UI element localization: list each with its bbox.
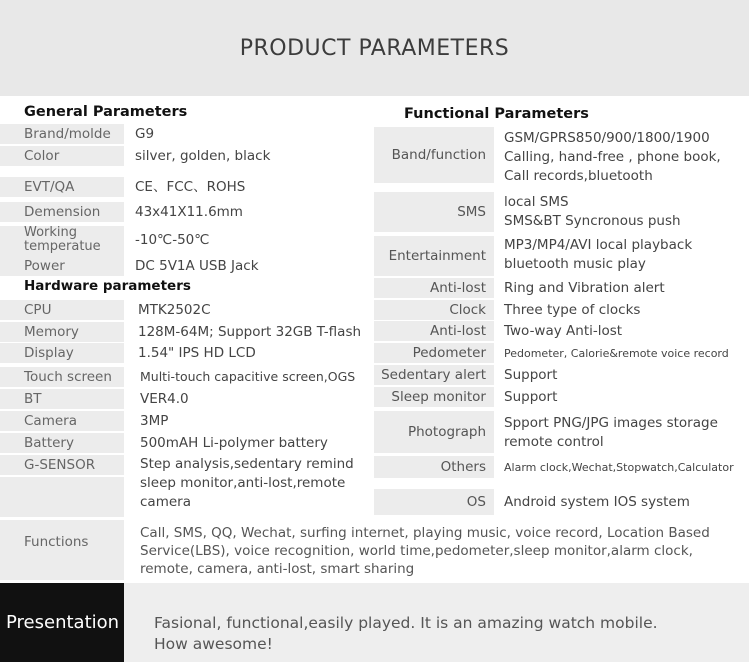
- functional-label: Entertainment: [374, 236, 494, 276]
- presentation-text: [154, 613, 744, 655]
- functional-label: Band/function: [374, 127, 494, 183]
- functional-label: OS: [374, 489, 494, 515]
- general-label: EVT/QA: [0, 177, 124, 197]
- hardware-label: Display: [0, 343, 124, 363]
- hardware-label: Memory: [0, 322, 124, 342]
- value-line: camera: [140, 494, 191, 510]
- functional-value: [504, 414, 718, 452]
- functional-label: Pedometer: [374, 343, 494, 363]
- general-value: G9: [135, 126, 155, 142]
- presentation-label: Presentation: [0, 583, 124, 662]
- functions-line: Call, SMS, QQ, Wechat, surfing internet, playing music, voice record, Location Based: [140, 525, 710, 541]
- value-line: Call records,bluetooth: [504, 168, 653, 184]
- hardware-value: Multi-touch capacitive screen,OGS: [140, 369, 356, 384]
- hardware-label: BT: [0, 389, 124, 409]
- functions-line: remote, camera, anti-lost, smart sharing: [140, 561, 415, 577]
- value-line: Spport PNG/JPG images storage: [504, 415, 718, 431]
- hardware-label: Touch screen: [0, 367, 124, 387]
- functional-value: [504, 129, 721, 186]
- page-title: PRODUCT PARAMETERS: [239, 36, 510, 61]
- hardware-value: 3MP: [140, 413, 169, 429]
- value-line: sleep monitor,anti-lost,remote: [140, 475, 346, 491]
- general-value: 43x41X11.6mm: [135, 204, 243, 220]
- functional-value: Support: [504, 367, 558, 383]
- functional-value: Pedometer, Calorie&remote voice record: [504, 347, 729, 360]
- functions-line: Service(LBS), voice recognition, world time,pedometer,sleep monitor,alarm clock,: [140, 543, 693, 559]
- general-label: Color: [0, 146, 124, 166]
- general-label: Power: [0, 256, 124, 276]
- general-label: Demension: [0, 202, 124, 222]
- general-value: DC 5V1A USB Jack: [135, 258, 259, 274]
- functional-value: [504, 236, 692, 274]
- functional-value: Alarm clock,Wechat,Stopwatch,Calculator: [504, 461, 734, 474]
- hardware-value: MTK2502C: [138, 302, 211, 318]
- functional-label: Clock: [374, 300, 494, 320]
- functions-text: [140, 524, 740, 578]
- functional-label: Others: [374, 456, 494, 478]
- hardware-value: [140, 455, 354, 512]
- hardware-value: 1.54" IPS HD LCD: [138, 345, 256, 361]
- functional-value: Support: [504, 389, 558, 405]
- hardware-label: Camera: [0, 411, 124, 431]
- value-line: MP3/MP4/AVI local playback: [504, 237, 693, 253]
- functional-value: Ring and Vibration alert: [504, 280, 665, 296]
- functional-value: Android system IOS system: [504, 494, 690, 510]
- presentation-line: How awesome!: [154, 635, 273, 653]
- functional-label: Photograph: [374, 411, 494, 453]
- hardware-label: Battery: [0, 433, 124, 453]
- functional-parameters-heading: Functional Parameters: [404, 106, 589, 122]
- functional-value: Two-way Anti-lost: [504, 323, 623, 339]
- functional-label: Sleep monitor: [374, 387, 494, 407]
- functional-label: Anti-lost: [374, 278, 494, 298]
- general-label: Working temperatue: [0, 226, 124, 256]
- value-line: Calling, hand-free , phone book,: [504, 149, 721, 165]
- functional-value: Three type of clocks: [504, 302, 641, 318]
- hardware-parameters-heading: Hardware parameters: [24, 278, 191, 294]
- value-line: local SMS: [504, 194, 569, 210]
- hardware-value: 128M-64M; Support 32GB T-flash: [138, 324, 362, 340]
- functions-label: Functions: [0, 520, 124, 580]
- hardware-value: VER4.0: [140, 391, 189, 407]
- label-cell-filler: [0, 477, 124, 517]
- value-line: remote control: [504, 434, 604, 450]
- hardware-value: 500mAH Li-polymer battery: [140, 435, 328, 451]
- functional-label: SMS: [374, 192, 494, 232]
- value-line: SMS&BT Syncronous push: [504, 213, 681, 229]
- functional-label: Sedentary alert: [374, 365, 494, 385]
- value-line: bluetooth music play: [504, 256, 646, 272]
- value-line: Step analysis,sedentary remind: [140, 456, 354, 472]
- general-value: CE、FCC、ROHS: [135, 179, 246, 195]
- general-parameters-heading: General Parameters: [24, 104, 188, 120]
- hardware-label: CPU: [0, 300, 124, 320]
- general-value: -10℃-50℃: [135, 232, 210, 248]
- functional-value: [504, 193, 681, 231]
- general-value: silver, golden, black: [135, 148, 271, 164]
- value-line: GSM/GPRS850/900/1800/1900: [504, 130, 710, 146]
- functional-label: Anti-lost: [374, 321, 494, 341]
- presentation-line: Fasional, functional,easily played. It is an amazing watch mobile.: [154, 614, 658, 632]
- hardware-label: G-SENSOR: [0, 455, 124, 475]
- general-label: Brand/molde: [0, 124, 124, 144]
